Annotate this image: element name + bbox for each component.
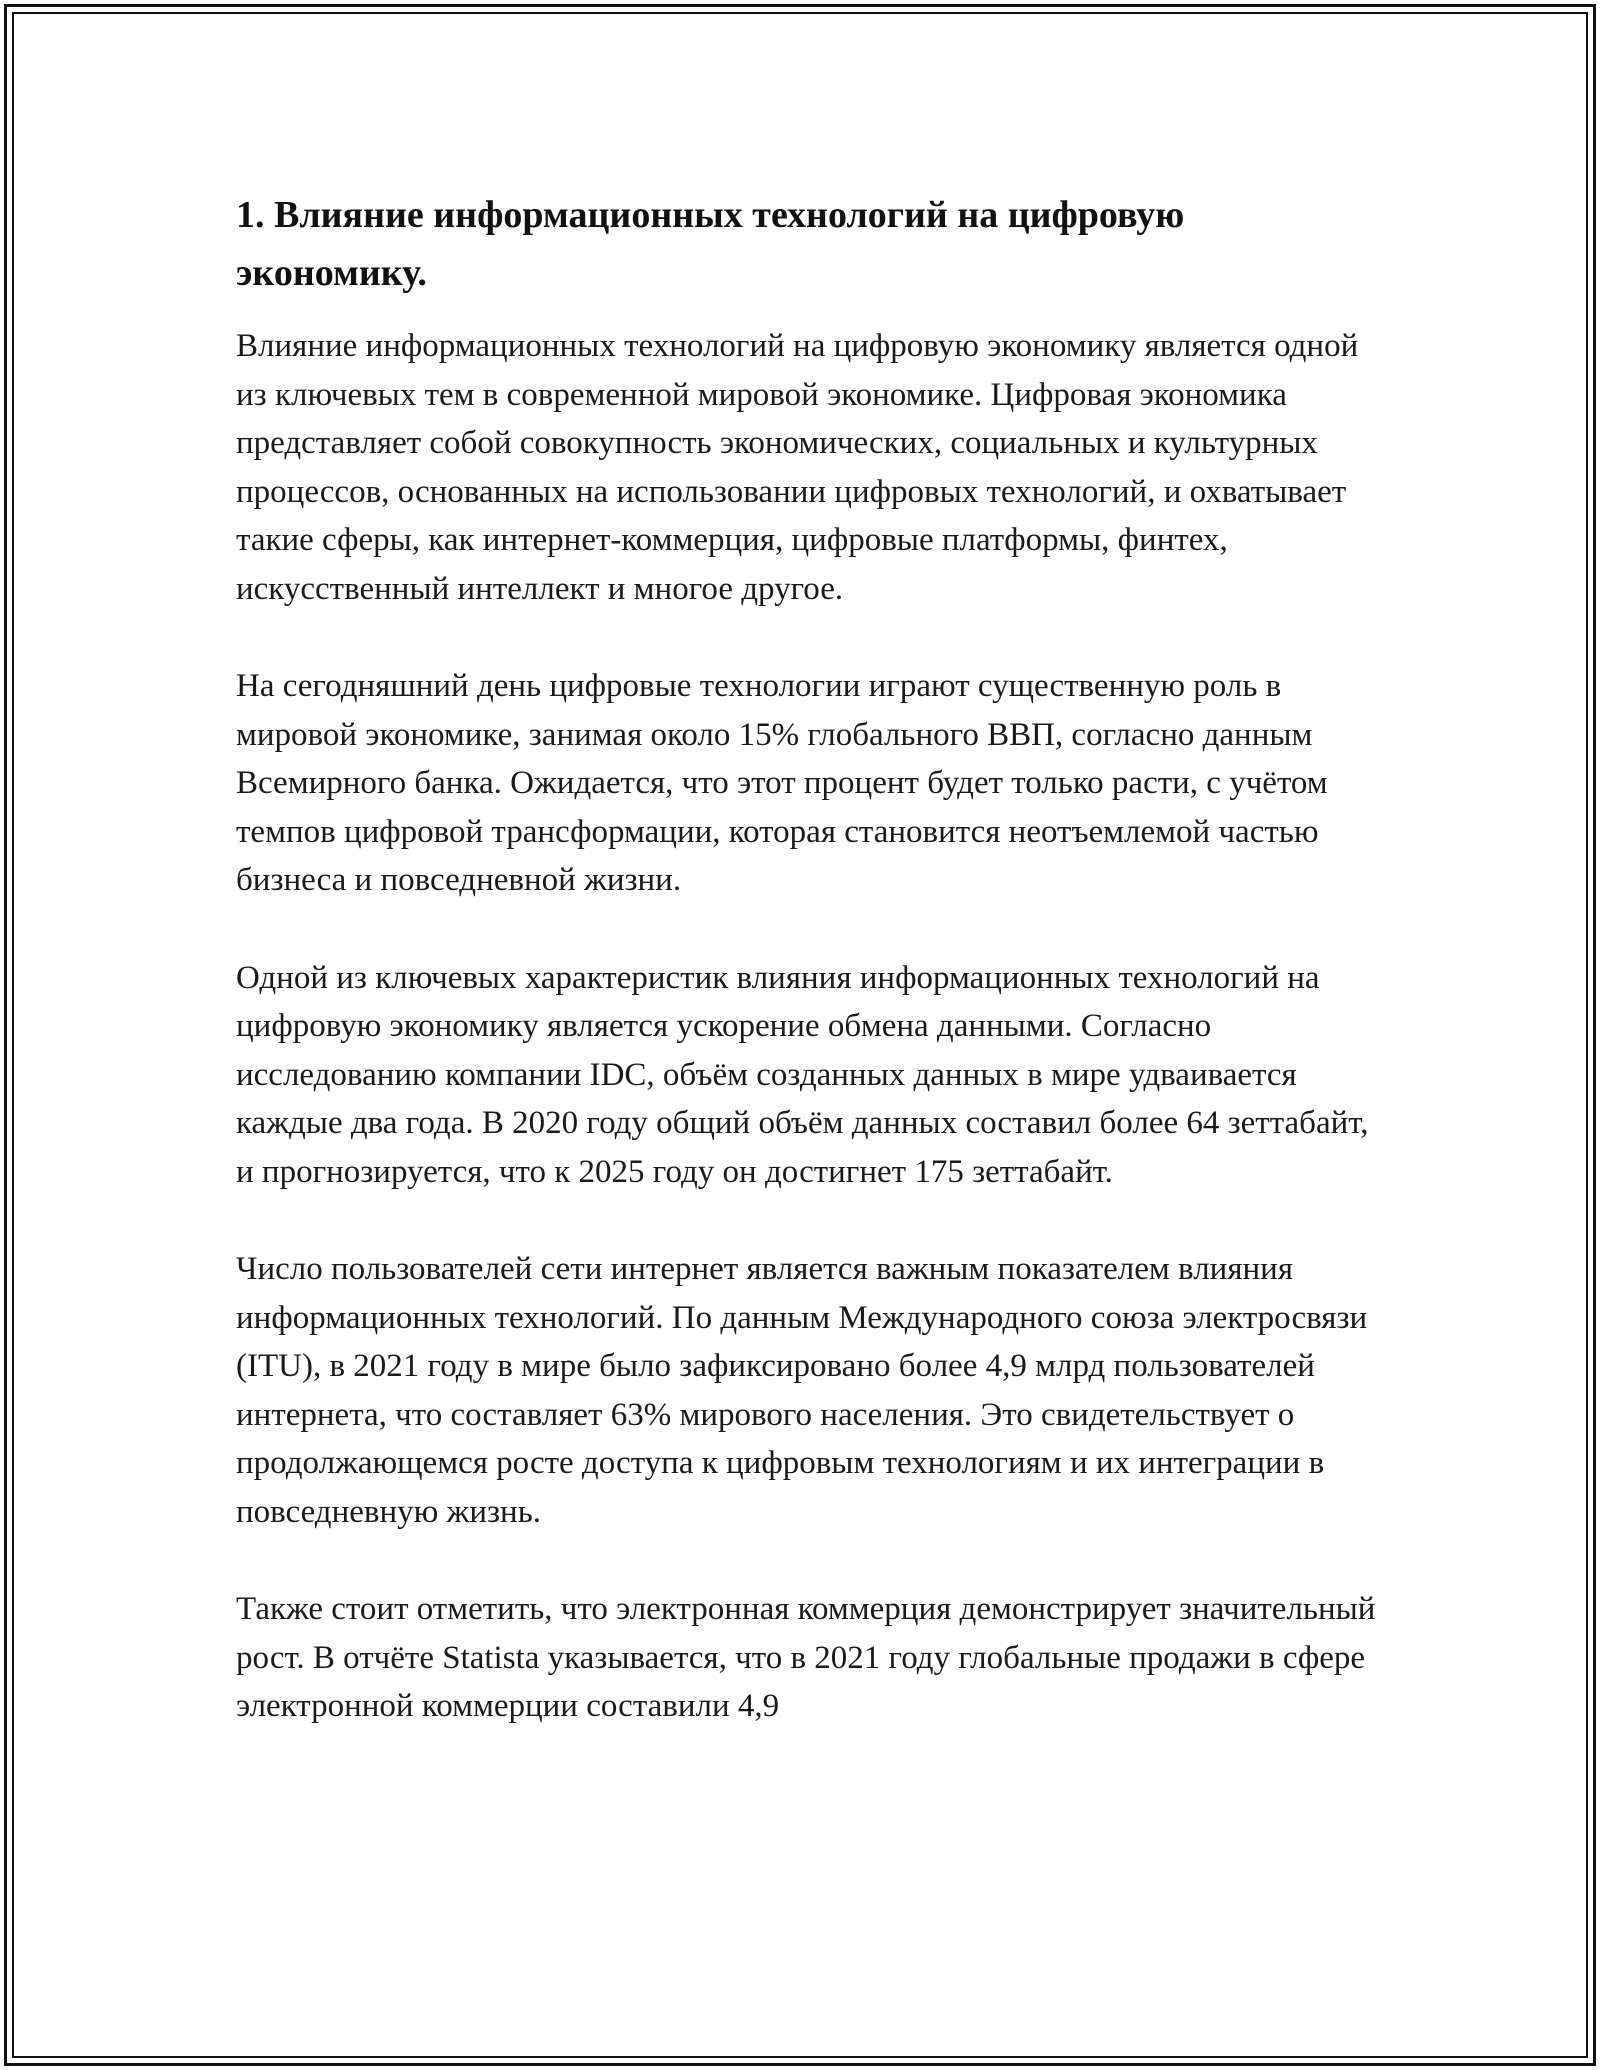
paragraph-4: Число пользователей сети интернет является важным показателем влияния информационных технологий. По данным Международного союза электросвязи (ITU), в 2021 году в мире было зафиксировано более 4,9 млрд пользователей интернета, что составляет 63% мирового населения. Это свидетельствует о продолжающемся росте доступа к цифровым технологиям и их интеграции в повседневную жизнь. bbox=[236, 1251, 1368, 1530]
paragraph-3: Одной из ключевых характеристик влияния информационных технологий на цифровую экономику является ускорение обмена данными. Согласно исследованию компании IDC, объём созданных данных в мире удваивается каждые два года. В 2020 году общий объём данных составил более 64 зеттабайт, и прогнозируется, что к 2025 году он достигнет 175 зеттабайт. bbox=[236, 959, 1369, 1190]
section-heading: 1. Влияние информационных технологий на цифровую экономику. bbox=[236, 194, 1185, 294]
paragraph-5: Также стоит отметить, что электронная коммерция демонстрирует значительный рост. В отчёте Statista указывается, что в 2021 году глобальные продажи в сфере электронной коммерции составили 4,9 bbox=[236, 1591, 1376, 1724]
paragraph-2: На сегодняшний день цифровые технологии играют существенную роль в мировой экономике, занимая около 15% глобального ВВП, согласно данным Всемирного банка. Ожидается, что этот процент будет только расти, с учётом темпов цифровой трансформации, которая становится неотъемлемой частью бизнеса и повседневной жизни. bbox=[236, 668, 1328, 898]
document-body bbox=[236, 186, 1376, 1731]
paragraph-1: Влияние информационных технологий на цифровую экономику является одной из ключевых тем в современной мировой экономике. Цифровая экономика представляет собой совокупность экономических, социальных и культурных процессов, основанных на использовании цифровых технологий, и охватывает такие сферы, как интернет-коммерция, цифровые платформы, финтех, искусственный интеллект и многое другое. bbox=[236, 328, 1359, 607]
